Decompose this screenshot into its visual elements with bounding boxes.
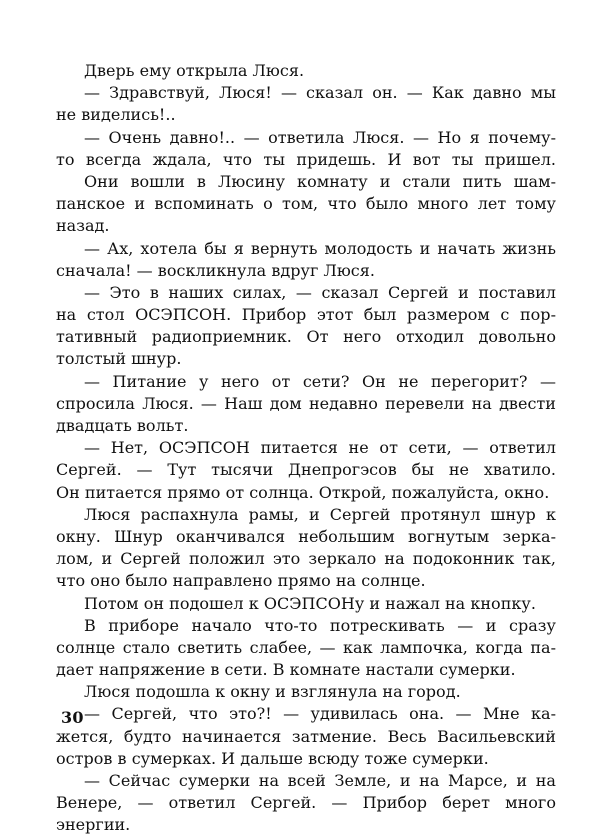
- text-line: остров в сумерках. И дальше всюду тоже сумерки.: [56, 748, 489, 768]
- page-number: 30: [61, 708, 84, 727]
- text-line: тативный радиоприемник. От него отходил довольно: [56, 327, 556, 347]
- text-line: лом, и Сергей положил это зеркало на подоконник так,: [56, 549, 556, 569]
- text-line: — Здравствуй, Люся! — сказал он. — Как давно мы: [84, 83, 556, 103]
- text-line: жется, будто начинается затмение. Весь Васильевский: [56, 726, 556, 746]
- text-line: двадцать вольт.: [56, 416, 189, 435]
- text-line: солнце стало светить слабее, — как лампочка, когда па-: [56, 637, 556, 657]
- text-line: — Нет, ОСЭПСОН питается не от сети, — ответил: [84, 438, 556, 458]
- text-line: Дверь ему открыла Люся.: [84, 61, 305, 80]
- text-line: В приборе начало что-то потрескивать — и сразу: [84, 615, 556, 635]
- story-text: [56, 60, 556, 837]
- text-line: спросила Люся. — Наш дом недавно перевели на двести: [56, 393, 556, 413]
- text-line: панское и вспоминать о том, что было много лет тому: [56, 194, 556, 214]
- text-line: — Это в наших силах, — сказал Сергей и поставил: [84, 282, 556, 302]
- text-line: — Сергей, что это?! — удивилась она. — Мне ка-: [84, 704, 556, 724]
- text-line: что оно было направлено прямо на солнце.: [56, 571, 426, 591]
- text-line: Потом он подошел к ОСЭПСОНу и нажал на кнопку.: [84, 593, 536, 613]
- text-line: Люся распахнула рамы, и Сергей протянул шнур к: [84, 504, 556, 524]
- text-line: назад.: [56, 216, 110, 236]
- text-line: дает напряжение в сети. В комнате настали сумерки.: [56, 660, 516, 680]
- text-line: на стол ОСЭПСОН. Прибор этот был размером с пор-: [56, 305, 556, 325]
- text-line: — Очень давно!.. — ответила Люся. — Но я почему-: [84, 127, 556, 147]
- text-line: окну. Шнур оканчивался небольшим вогнутым зерка-: [56, 526, 556, 546]
- text-line: энергии.: [56, 815, 131, 835]
- text-line: Сергей. — Тут тысячи Днепрогэсов бы не хватило.: [56, 460, 556, 480]
- text-line: Они вошли в Люсину комнату и стали пить шам-: [84, 171, 556, 191]
- text-line: то всегда ждала, что ты придешь. И вот ты пришел.: [56, 149, 556, 169]
- text-line: — Ах, хотела бы я вернуть молодость и начать жизнь: [84, 238, 556, 258]
- text-line: — Сейчас сумерки на всей Земле, и на Марсе, и на: [84, 771, 556, 790]
- text-line: — Питание у него от сети? Он не перегорит? —: [84, 371, 556, 391]
- text-line: сначала! — воскликнула вдруг Люся.: [56, 260, 375, 280]
- text-line: не виделись!..: [56, 105, 176, 125]
- text-line: Венере, — ответил Сергей. — Прибор берет много: [56, 793, 556, 813]
- text-line: Люся подошла к окну и взглянула на город.: [84, 682, 461, 702]
- text-line: толстый шнур.: [56, 349, 182, 369]
- text-line: Он питается прямо от солнца. Открой, пожалуйста, окно.: [56, 482, 550, 502]
